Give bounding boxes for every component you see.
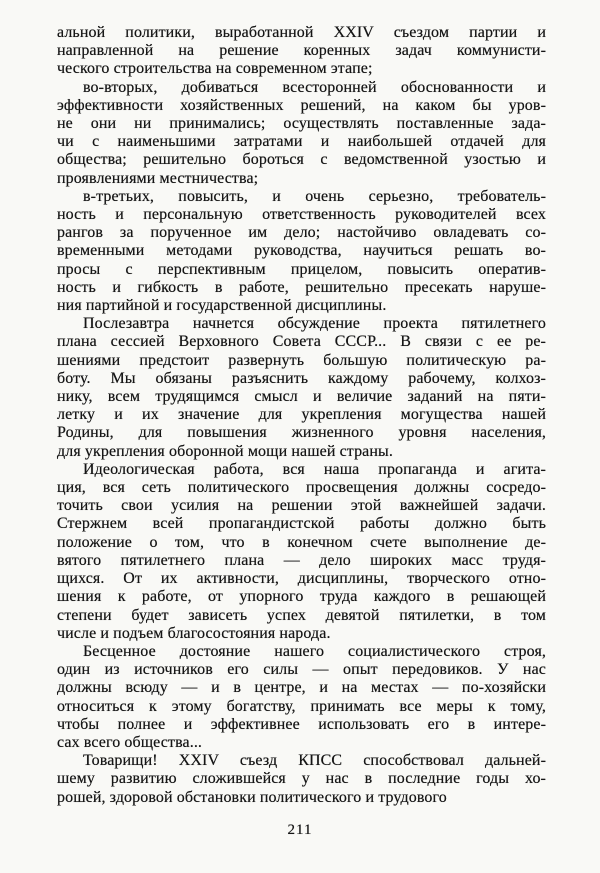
text-line: направленной на решение коренных задач коммунисти- [57, 42, 546, 60]
text-line: в-третьих, повысить, и очень серьезно, требователь- [83, 187, 546, 205]
text-line: щихся. От их активности, дисциплины, творческого отно- [57, 570, 546, 588]
paragraph [57, 188, 546, 315]
text-line: ческого строительства на современном этапе; [57, 60, 373, 78]
paragraph [57, 24, 546, 79]
paragraph [57, 643, 546, 752]
text-line: ность и гибкость в работе, решительно пресекать наруше- [57, 278, 546, 296]
text-line: точить свои усилия на решении этой важнейшей задачи. [57, 497, 546, 515]
text-line: Идеологическая работа, вся наша пропаганда и агита- [83, 460, 546, 478]
text-line: рошей, здоровой обстановки политического и трудового [57, 788, 447, 806]
text-line: ция, вся сеть политического просвещения должны сосредо- [57, 479, 546, 497]
text-line: проявлениями местничества; [57, 169, 259, 187]
text-line: нику, всем трудящимся смысл и величие заданий на пяти- [57, 388, 546, 406]
text-line: относиться к этому богатству, принимать все меры к тому, [57, 697, 546, 715]
text-line: альной политики, выработанной XXIV съездом партии и [57, 24, 546, 41]
text-line: Бесценное достояние нашего социалистического строя, [83, 642, 546, 660]
text-line: плана сессией Верховного Совета СССР... В связи с ее ре- [57, 333, 546, 351]
text-line: Товарищи! XXIV съезд КПСС способствовал дальней- [83, 752, 546, 770]
text-line: шениями предстоит развернуть большую политическую ра- [57, 351, 546, 369]
text-line: один из источников его силы — опыт передовиков. У нас [57, 661, 546, 679]
text-line: летку и их значение для укрепления могущества нашей [57, 406, 546, 424]
text-line: шему развитию сложившейся у нас в последние годы хо- [57, 770, 546, 788]
text-line: временными методами руководства, научиться решать во- [57, 242, 546, 260]
text-line: эффективности хозяйственных решений, на каком бы уров- [57, 96, 546, 114]
text-line: положение о том, что в конечном счете выполнение де- [57, 533, 546, 551]
text-line: во-вторых, добиваться всесторонней обоснованности и [83, 78, 546, 96]
text-line: ность и персональную ответственность руководителей всех [57, 206, 546, 224]
text-line: просы с перспективным прицелом, повысить оператив- [57, 260, 546, 278]
text-line: боту. Мы обязаны разъяснить каждому рабочему, колхоз- [57, 369, 546, 387]
paragraph [57, 79, 546, 188]
text-line: для укрепления оборонной мощи нашей страны. [57, 442, 393, 460]
text-line: числе и подъем благосостояния народа. [57, 624, 331, 642]
text-line: рангов за порученное им дело; настойчиво овладевать со- [57, 224, 546, 242]
paragraph [57, 461, 546, 643]
text-line: шения к работе, от упорного труда каждого в решающей [57, 588, 546, 606]
text-line: чтобы полнее и эффективнее использовать его в интере- [57, 715, 546, 733]
text-line: Родины, для повышения жизненного уровня населения, [57, 424, 546, 442]
text-line: не они ни принимались; осуществлять поставленные зада- [57, 115, 546, 133]
text-line: чи с наименьшими затратами и наибольшей отдачей для [57, 133, 546, 151]
page-number: 211 [287, 822, 313, 838]
text-line: должны всюду — и в центре, и на местах — по-хозяйски [57, 679, 546, 697]
paragraph [57, 315, 546, 461]
text-line: ния партийной и государственной дисциплины. [57, 297, 387, 315]
page-text-block [57, 24, 546, 807]
text-line: Послезавтра начнется обсуждение проекта пятилетнего [83, 315, 546, 333]
text-line: общества; решительно бороться с ведомственной узостью и [57, 151, 546, 169]
text-line: сах всего общества... [57, 733, 203, 751]
text-line: Стержнем всей пропагандистской работы должно быть [57, 515, 546, 533]
text-line: степени будет зависеть успех девятой пятилетки, в том [57, 606, 546, 624]
text-line: вятого пятилетнего плана — дело широких масс трудя- [57, 551, 546, 569]
paragraph [57, 752, 546, 807]
